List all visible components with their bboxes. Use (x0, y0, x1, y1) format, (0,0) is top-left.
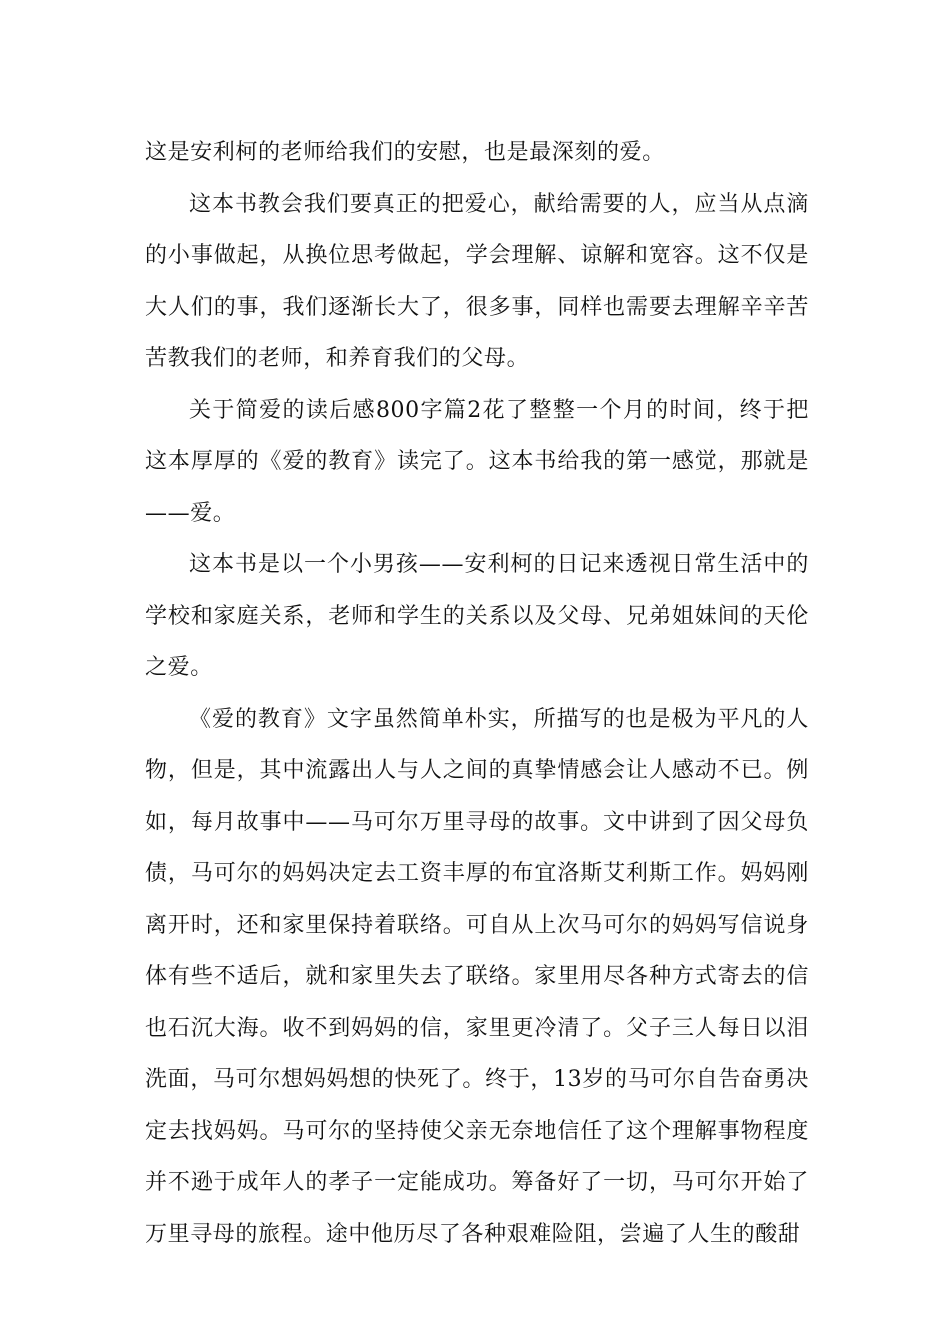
paragraph-5: 《爱的教育》文字虽然简单朴实，所描写的也是极为平凡的人物，但是，其中流露出人与人之间的真挚情感会让人感动不已。例如，每月故事中——马可尔万里寻母的故事。文中讲到了因父母负债，马可尔的妈妈决定去工资丰厚的布宜洛斯艾利斯工作。妈妈刚离开时，还和家里保持着联络。可自从上次马可尔的妈妈写信说身体有些不适后，就和家里失去了联络。家里用尽各种方式寄去的信也石沉大海。收不到妈妈的信，家里更冷清了。父子三人每日以泪洗面，马可尔想妈妈想的快死了。终于，13岁的马可尔自告奋勇决定去找妈妈。马可尔的坚持使父亲无奈地信任了这个理解事物程度并不逊于成年人的孝子一定能成功。筹备好了一切，马可尔开始了万里寻母的旅程。途中他历尽了各种艰难险阻，尝遍了人生的酸甜 (145, 706, 809, 1247)
paragraph-3: 关于简爱的读后感800字篇2花了整整一个月的时间，终于把这本厚厚的《爱的教育》读完了。这本书给我的第一感觉，那就是——爱。 (145, 397, 809, 526)
paragraph-4: 这本书是以一个小男孩——安利柯的日记来透视日常生活中的学校和家庭关系，老师和学生的关系以及父母、兄弟姐妹间的天伦之爱。 (145, 552, 809, 680)
paragraph-2: 这本书教会我们要真正的把爱心，献给需要的人，应当从点滴的小事做起，从换位思考做起，学会理解、谅解和宽容。这不仅是大人们的事，我们逐渐长大了，很多事，同样也需要去理解辛辛苦苦教我们的老师，和养育我们的父母。 (145, 191, 809, 371)
document-body (145, 127, 809, 1260)
paragraph-1: 这是安利柯的老师给我们的安慰，也是最深刻的爱。 (145, 140, 665, 165)
